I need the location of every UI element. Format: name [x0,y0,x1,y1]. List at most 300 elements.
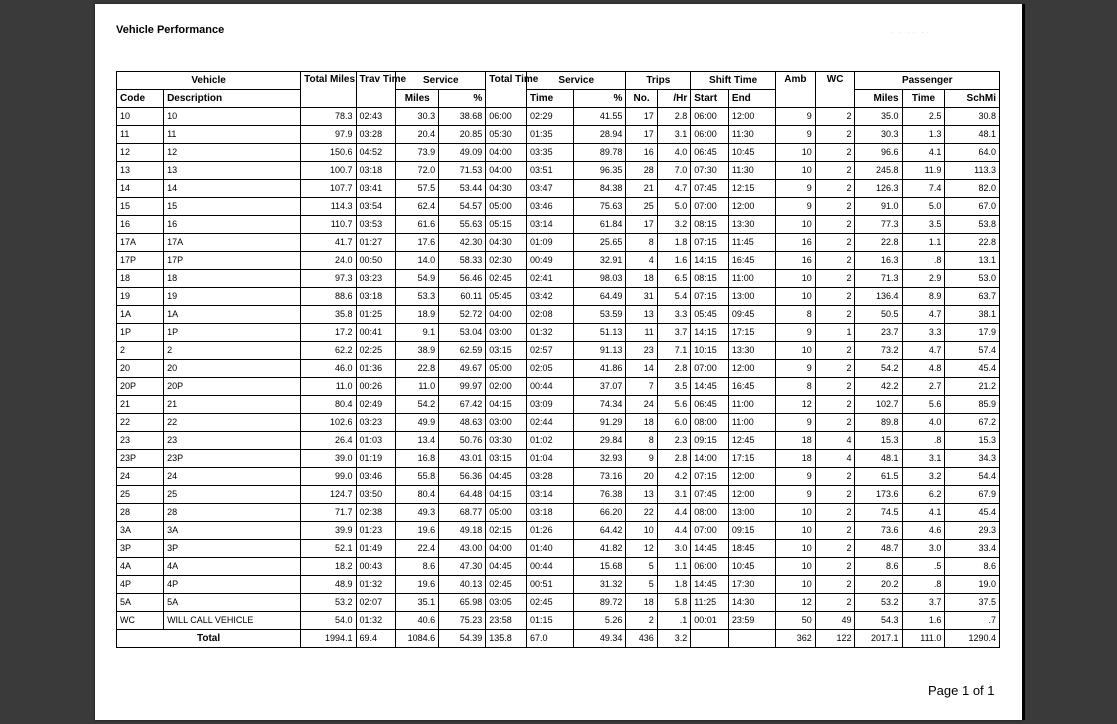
table-cell: 9 [775,180,815,198]
table-cell: 18.2 [301,558,356,576]
table-cell: 76.38 [574,486,626,504]
col-total-time: Total Time [486,72,527,108]
table-cell: 20 [117,360,164,378]
table-cell: 64.49 [574,288,626,306]
table-cell: 03:47 [527,180,574,198]
table-cell: 05:00 [486,360,527,378]
table-cell: 03:00 [486,324,527,342]
table-cell: 03:14 [527,216,574,234]
table-cell: 45.4 [945,360,1000,378]
col-group-vehicle: Vehicle [117,72,301,90]
table-cell: 03:23 [356,414,396,432]
table-cell: 64.0 [945,144,1000,162]
table-cell: 99.0 [301,468,356,486]
table-cell: 07:15 [691,288,729,306]
table-cell: 06:45 [691,396,729,414]
table-cell: 16 [164,216,301,234]
table-cell: 30.8 [945,108,1000,126]
table-cell: 48.1 [855,450,902,468]
table-cell: 01:04 [527,450,574,468]
table-cell: 1.1 [902,234,945,252]
table-cell: 13 [164,162,301,180]
table-cell: 53.0 [945,270,1000,288]
table-cell: 20 [626,468,657,486]
table-cell: 34.3 [945,450,1000,468]
table-cell: 18 [775,432,815,450]
table-cell: 10 [775,216,815,234]
table-cell: 12:00 [728,468,775,486]
table-cell: 49.3 [396,504,439,522]
table-row [117,270,1000,288]
table-cell: 4 [815,450,855,468]
table-cell: 01:02 [527,432,574,450]
table-cell: 19.6 [396,522,439,540]
table-cell: 04:15 [486,396,527,414]
table-cell: 03:18 [356,288,396,306]
table-cell: 7 [626,378,657,396]
table-cell: 4 [626,252,657,270]
table-cell: 17:15 [728,324,775,342]
table-cell: 43.01 [439,450,486,468]
table-cell: 02:45 [527,594,574,612]
table-cell: 24 [626,396,657,414]
table-cell: 46.0 [301,360,356,378]
table-cell: 124.7 [301,486,356,504]
table-cell: 03:41 [356,180,396,198]
table-cell: 3.2 [657,216,690,234]
table-cell: 8 [775,378,815,396]
table-cell: 58.33 [439,252,486,270]
table-cell: 17:15 [728,450,775,468]
table-cell: 2 [815,468,855,486]
table-cell: 9 [775,108,815,126]
table-cell: 02:29 [527,108,574,126]
table-cell: 01:26 [527,522,574,540]
table-cell: 03:09 [527,396,574,414]
totals-cell: 1994.1 [301,630,356,648]
table-cell: 40.6 [396,612,439,630]
table-cell: 1.1 [657,558,690,576]
table-cell: 89.72 [574,594,626,612]
table-cell: 5.8 [657,594,690,612]
col-group-trips: Trips [626,72,691,90]
table-cell: 102.6 [301,414,356,432]
table-cell: 13 [626,306,657,324]
table-cell: 1 [815,324,855,342]
totals-cell: 49.34 [574,630,626,648]
table-cell: 3.5 [902,216,945,234]
table-cell: 41.86 [574,360,626,378]
table-row [117,360,1000,378]
table-cell: 01:27 [356,234,396,252]
table-cell: 4.7 [657,180,690,198]
table-cell: 10 [117,108,164,126]
col-amb: Amb [775,72,815,108]
table-cell: 54.3 [855,612,902,630]
table-cell: 5.26 [574,612,626,630]
table-cell: 06:00 [486,108,527,126]
table-cell: 20P [164,378,301,396]
table-cell: 5 [626,576,657,594]
table-cell: 15 [117,198,164,216]
table-cell: 51.13 [574,324,626,342]
table-cell: 54.9 [396,270,439,288]
table-cell: 11:30 [728,162,775,180]
table-cell: 00:26 [356,378,396,396]
table-cell: 06:45 [691,144,729,162]
col-passenger-miles: Miles [855,90,902,108]
table-cell: 01:09 [527,234,574,252]
table-cell: 96.6 [855,144,902,162]
table-cell: 67.42 [439,396,486,414]
table-cell: 07:00 [691,360,729,378]
table-cell: 49.18 [439,522,486,540]
totals-cell: 67.0 [527,630,574,648]
table-cell: 2.7 [902,378,945,396]
table-cell: 53.04 [439,324,486,342]
table-cell: 04:30 [486,234,527,252]
table-cell: 53.44 [439,180,486,198]
table-cell: 3P [164,540,301,558]
table-cell: 03:15 [486,450,527,468]
table-cell: 10 [775,288,815,306]
table-cell: 11.9 [902,162,945,180]
table-cell: 12:15 [728,180,775,198]
table-cell: 23P [117,450,164,468]
page-edge-shadow [1022,4,1025,720]
col-group-service-time: Service [527,72,626,90]
table-cell: 02:44 [527,414,574,432]
table-cell: 2 [815,252,855,270]
table-row [117,198,1000,216]
table-cell: 03:14 [527,486,574,504]
table-cell: 5.6 [902,396,945,414]
table-cell: 2 [815,504,855,522]
table-cell: 17P [117,252,164,270]
table-cell: 48.7 [855,540,902,558]
table-row [117,594,1000,612]
table-cell: 1.8 [657,234,690,252]
table-cell: 73.2 [855,342,902,360]
table-cell: 03:51 [527,162,574,180]
totals-cell [728,630,775,648]
table-cell: 13.1 [945,252,1000,270]
table-cell: 150.6 [301,144,356,162]
col-shift-start: Start [691,90,729,108]
table-cell: 4.8 [902,360,945,378]
table-cell: 3P [117,540,164,558]
table-cell: 2 [815,288,855,306]
table-cell: 11 [164,126,301,144]
table-cell: 18 [164,270,301,288]
table-cell: .8 [902,432,945,450]
table-cell: 8.6 [945,558,1000,576]
table-cell: 23P [164,450,301,468]
table-cell: 2 [815,270,855,288]
table-cell: 16.3 [855,252,902,270]
table-cell: 52.1 [301,540,356,558]
table-cell: 38.68 [439,108,486,126]
table-cell: 16:45 [728,378,775,396]
table-cell: 54.4 [945,468,1000,486]
totals-cell: 2017.1 [855,630,902,648]
header-sub-row [117,90,1000,108]
table-cell: 67.2 [945,414,1000,432]
table-cell: 00:44 [527,558,574,576]
table-cell: 5A [117,594,164,612]
table-cell: 7.0 [657,162,690,180]
table-cell: 16 [117,216,164,234]
table-cell: 10 [775,504,815,522]
table-cell: 03:15 [486,342,527,360]
table-cell: 62.59 [439,342,486,360]
table-cell: 80.4 [396,486,439,504]
table-cell: 53.8 [945,216,1000,234]
table-cell: 53.2 [855,594,902,612]
table-cell: 14:45 [691,576,729,594]
table-cell: 21 [117,396,164,414]
table-row [117,450,1000,468]
table-cell: 05:00 [486,198,527,216]
table-cell: 1.3 [902,126,945,144]
table-cell: 20P [117,378,164,396]
table-cell: 14:15 [691,252,729,270]
table-cell: 10 [775,270,815,288]
report-page [95,4,1022,720]
table-cell: 18 [626,414,657,432]
table-cell: 02:45 [486,270,527,288]
table-cell: 65.98 [439,594,486,612]
table-cell: 31 [626,288,657,306]
table-cell: 18:45 [728,540,775,558]
table-cell: 54.57 [439,198,486,216]
table-cell: 3.7 [902,594,945,612]
col-passenger-schmi: SchMi [945,90,1000,108]
table-cell: 67.0 [945,198,1000,216]
table-cell: 01:49 [356,540,396,558]
table-cell: 10 [626,522,657,540]
table-cell: 23:59 [728,612,775,630]
table-cell: 2.9 [902,270,945,288]
table-cell: 06:00 [691,126,729,144]
table-cell: 07:15 [691,234,729,252]
table-cell: 3.0 [657,540,690,558]
table-cell: 96.35 [574,162,626,180]
table-cell: 16.8 [396,450,439,468]
table-cell: 12:00 [728,360,775,378]
table-cell: 21 [626,180,657,198]
table-cell: 2 [815,162,855,180]
table-cell: 14:45 [691,378,729,396]
table-cell: 14 [164,180,301,198]
table-cell: 80.4 [301,396,356,414]
table-cell: 06:00 [691,108,729,126]
col-code: Code [117,90,164,108]
table-cell: 37.5 [945,594,1000,612]
table-cell: 73.16 [574,468,626,486]
table-cell: 17:30 [728,576,775,594]
table-cell: 17.9 [945,324,1000,342]
table-row [117,162,1000,180]
table-cell: 2 [815,144,855,162]
table-cell: 23:58 [486,612,527,630]
col-group-service: Service [396,72,486,90]
table-cell: 13:00 [728,288,775,306]
table-cell: 38.1 [945,306,1000,324]
table-cell: 18.9 [396,306,439,324]
table-cell: 98.03 [574,270,626,288]
table-cell: 20.2 [855,576,902,594]
table-cell: 2.8 [657,108,690,126]
table-cell: 10 [775,342,815,360]
table-cell: 03:28 [527,468,574,486]
table-cell: 48.9 [301,576,356,594]
table-cell: 2 [815,378,855,396]
table-cell: 100.7 [301,162,356,180]
table-cell: 6.5 [657,270,690,288]
table-cell: 04:00 [486,144,527,162]
table-cell: 17 [626,216,657,234]
table-cell: 08:00 [691,414,729,432]
table-cell: 15.68 [574,558,626,576]
table-cell: 11:30 [728,126,775,144]
table-cell: 2 [164,342,301,360]
table-cell: 4.7 [902,342,945,360]
table-cell: WC [117,612,164,630]
table-row [117,306,1000,324]
table-cell: 54.0 [301,612,356,630]
table-cell: 22 [117,414,164,432]
table-cell: 52.72 [439,306,486,324]
table-cell: 126.3 [855,180,902,198]
table-cell: 4 [815,432,855,450]
table-cell: 53.3 [396,288,439,306]
table-cell: 1P [117,324,164,342]
table-cell: 74.34 [574,396,626,414]
table-cell: 1P [164,324,301,342]
table-cell: 12:00 [728,108,775,126]
table-cell: 2 [815,414,855,432]
table-cell: 8.6 [396,558,439,576]
table-cell: 02:43 [356,108,396,126]
table-cell: 47.30 [439,558,486,576]
table-cell: 136.4 [855,288,902,306]
table-cell: 23.7 [855,324,902,342]
table-cell: 03:00 [486,414,527,432]
table-cell: 2 [815,216,855,234]
table-cell: 66.20 [574,504,626,522]
table-cell: 3.5 [657,378,690,396]
table-cell: 03:28 [356,126,396,144]
table-cell: 29.84 [574,432,626,450]
totals-cell: 1084.6 [396,630,439,648]
table-cell: 9.1 [396,324,439,342]
table-cell: 01:25 [356,306,396,324]
table-cell: 03:46 [527,198,574,216]
table-cell: 99.97 [439,378,486,396]
table-cell: 3.3 [657,306,690,324]
table-cell: 85.9 [945,396,1000,414]
table-cell: 12:00 [728,198,775,216]
table-cell: 1A [164,306,301,324]
table-row [117,342,1000,360]
table-cell: 75.23 [439,612,486,630]
table-cell: 62.2 [301,342,356,360]
table-row [117,486,1000,504]
table-cell: 5.0 [902,198,945,216]
table-cell: 8.9 [902,288,945,306]
table-cell: 39.9 [301,522,356,540]
col-trips-no: No. [626,90,657,108]
table-row [117,612,1000,630]
totals-cell: 1290.4 [945,630,1000,648]
table-row [117,558,1000,576]
table-cell: 2 [626,612,657,630]
table-cell: WILL CALL VEHICLE [164,612,301,630]
table-cell: 38.9 [396,342,439,360]
table-cell: 10:45 [728,144,775,162]
table-cell: 08:15 [691,216,729,234]
table-cell: 17.2 [301,324,356,342]
table-cell: 30.3 [855,126,902,144]
table-cell: 61.5 [855,468,902,486]
table-cell: 04:45 [486,468,527,486]
table-cell: 08:00 [691,504,729,522]
table-cell: 42.30 [439,234,486,252]
table-cell: 24.0 [301,252,356,270]
table-cell: 01:15 [527,612,574,630]
col-passenger-time: Time [902,90,945,108]
table-cell: 11.0 [301,378,356,396]
table-cell: 30.3 [396,108,439,126]
table-cell: 03:35 [527,144,574,162]
table-cell: 11:25 [691,594,729,612]
table-cell: 3.1 [657,486,690,504]
table-cell: 12 [164,144,301,162]
table-cell: 03:53 [356,216,396,234]
table-cell: 48.63 [439,414,486,432]
table-cell: 07:45 [691,180,729,198]
table-cell: 8 [626,234,657,252]
table-cell: 1.6 [902,612,945,630]
table-row [117,216,1000,234]
table-cell: 10:45 [728,558,775,576]
table-cell: 3.0 [902,540,945,558]
table-cell: 00:51 [527,576,574,594]
table-cell: 50 [775,612,815,630]
table-cell: 00:50 [356,252,396,270]
table-cell: 10 [775,558,815,576]
table-cell: 17 [626,108,657,126]
col-total-miles: Total Miles [301,72,356,108]
table-cell: 04:15 [486,486,527,504]
table-cell: 10 [775,540,815,558]
col-service-time-pct: % [574,90,626,108]
table-cell: 114.3 [301,198,356,216]
table-cell: 53.2 [301,594,356,612]
table-cell: 14 [117,180,164,198]
col-wc: WC [815,72,855,108]
table-cell: 18 [626,270,657,288]
table-cell: 2 [815,306,855,324]
table-row [117,324,1000,342]
table-cell: 73.9 [396,144,439,162]
table-cell: 04:00 [486,540,527,558]
table-cell: 20.85 [439,126,486,144]
table-cell: 113.3 [945,162,1000,180]
table-cell: 29.3 [945,522,1000,540]
table-cell: 9 [775,324,815,342]
